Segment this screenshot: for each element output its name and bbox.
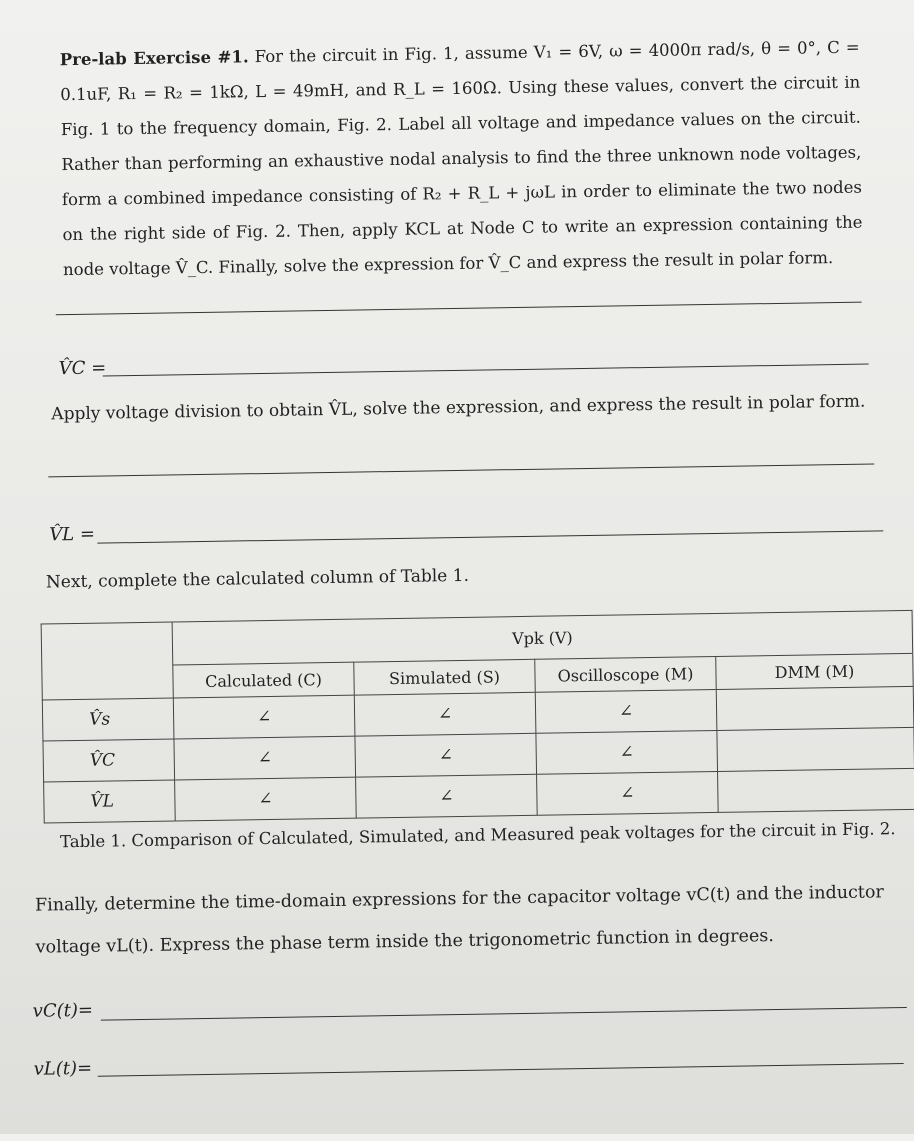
col-oscilloscope: Oscilloscope (M)	[535, 656, 716, 692]
row-label-vs: V̂s	[42, 698, 174, 741]
vc-t-label: vC(t)=	[32, 999, 94, 1022]
vpk-header: Vpk (V)	[172, 610, 913, 665]
vl-t-answer-line[interactable]	[98, 1063, 904, 1077]
col-dmm: DMM (M)	[716, 653, 913, 689]
cell-vs-calculated[interactable]: ∠	[173, 695, 355, 739]
cell-vc-simulated[interactable]: ∠	[355, 733, 537, 777]
row-label-vl: V̂L	[44, 780, 176, 823]
vc-t-answer-line[interactable]	[101, 1007, 907, 1021]
cell-vs-simulated[interactable]: ∠	[354, 692, 536, 736]
cell-vl-calculated[interactable]: ∠	[175, 777, 357, 821]
vl-answer-line[interactable]	[97, 530, 883, 543]
vc-label: V̂C =	[58, 357, 107, 380]
cell-vc-calculated[interactable]: ∠	[174, 736, 356, 780]
vc-answer-line[interactable]	[103, 364, 869, 377]
final-paragraph: Finally, determine the time-domain expressions for the capacitor voltage vC(t) and the inductor voltage vL(t). Express the phase term inside the trigonometric function in degrees.	[34, 882, 884, 958]
table-1	[41, 610, 914, 824]
table-caption: Table 1. Comparison of Calculated, Simulated, and Measured peak voltages for the circuit in Fig. 2.	[59, 819, 896, 852]
table-corner-cell	[41, 622, 173, 700]
cell-vl-oscilloscope[interactable]: ∠	[537, 771, 719, 815]
cell-vl-dmm[interactable]	[718, 768, 914, 812]
prelab-paragraph	[59, 30, 863, 288]
row-label-vc: V̂C	[43, 739, 175, 782]
vl-t-label: vL(t)=	[33, 1057, 93, 1080]
col-simulated: Simulated (S)	[354, 659, 535, 695]
cell-vl-simulated[interactable]: ∠	[356, 774, 538, 818]
cell-vs-dmm[interactable]	[716, 686, 914, 730]
col-calculated: Calculated (C)	[173, 662, 354, 698]
vl-instruction: Apply voltage division to obtain V̂L, solve the expression, and express the result in polar form.	[51, 391, 866, 425]
table-instruction: Next, complete the calculated column of Table 1.	[45, 565, 470, 593]
cell-vs-oscilloscope[interactable]: ∠	[535, 689, 717, 733]
cell-vc-dmm[interactable]	[717, 727, 914, 771]
answer-line-1[interactable]	[56, 302, 862, 316]
answer-line-2[interactable]	[48, 463, 874, 477]
vl-label: V̂L =	[49, 523, 96, 546]
prelab-title: Pre-lab Exercise #1.	[59, 47, 249, 70]
cell-vc-oscilloscope[interactable]: ∠	[536, 730, 718, 774]
prelab-text: For the circuit in Fig. 1, assume V₁ = 6V, ω = 4000π rad/s, θ = 0°, C = 0.1uF, R₁ = R₂ = 1kΩ, L = 49mH, and R_L = 160Ω. Using these values, convert the circuit in Fig. 1 to the frequency domain, Fig. 2. Label all voltage and impedance values on the circuit. Rather than performing an exhaustive nodal analysis to find the three unknown node voltages, form a combined impedance consisting of R₂ + R_L + jωL in order to eliminate the two nodes on the right side of Fig. 2. Then, apply KCL at Node C to write an expression containing the node voltage V̂_C. Finally, solve the expression for V̂_C and express the result in polar form.	[60, 37, 863, 280]
